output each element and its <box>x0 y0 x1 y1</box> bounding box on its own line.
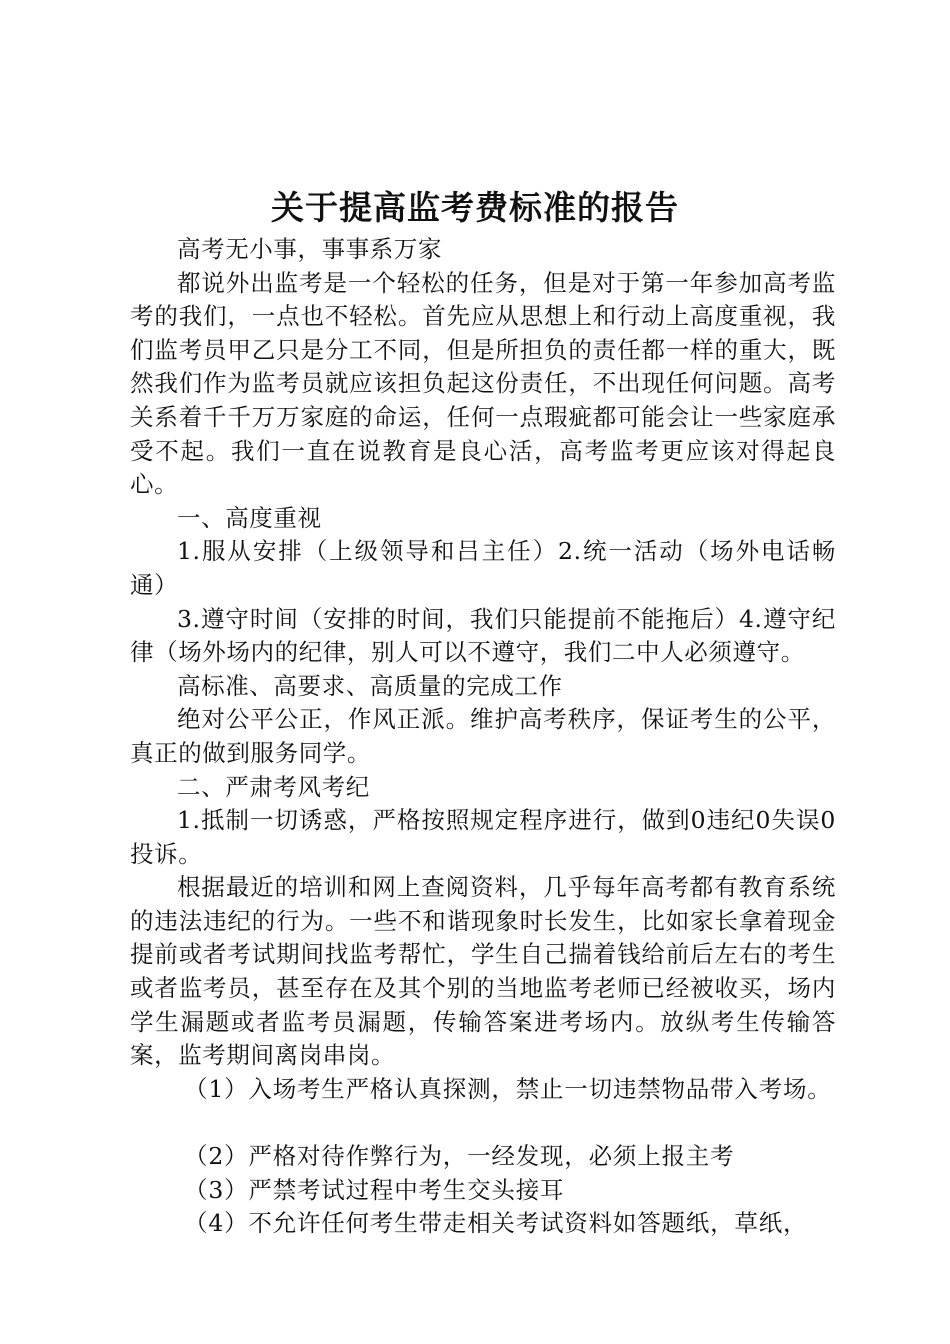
paragraph-standards: 高标准、高要求、高质量的完成工作 <box>177 671 563 700</box>
paragraph-resist: 1.抵制一切诱惑，严格按照规定程序进行，做到0违纪0失误0投诉。 <box>130 806 836 868</box>
section-heading-1: 一、高度重视 <box>177 503 322 532</box>
paragraph-slogan: 高考无小事，事事系万家 <box>177 235 443 263</box>
list-item-1: （1）入场考生严格认真探测，禁止一切违禁物品带入考场。 <box>184 1074 832 1103</box>
list-item-2: （2）严格对待作弊行为，一经发现，必须上报主考 <box>184 1142 735 1171</box>
list-item-3: （3）严禁考试过程中考生交头接耳 <box>184 1175 565 1204</box>
paragraph-fairness: 绝对公平公正，作风正派。维护高考秩序，保证考生的公平，真正的做到服务同学。 <box>130 705 836 767</box>
paragraph-background: 根据最近的培训和网上查阅资料，几乎每年高考都有教育系统的违法违纪的行为。一些不和谐现象时长发生，比如家长拿着现金提前或者考试期间找监考帮忙，学生自己揣着钱给前后左右的考生或者监考员，甚至存在及其个别的当地监考老师已经被收买，场内学生漏题或者监考员漏题，传输答案进考场内。放纵考生传输答案，监考期间离岗串岗。 <box>130 873 836 1070</box>
document-body <box>130 233 836 1241</box>
document-title: 关于提高监考费标准的报告 <box>271 188 679 227</box>
paragraph-rules-1-2: 1.服从安排（上级领导和吕主任）2.统一活动（场外电话畅通） <box>130 537 836 599</box>
section-heading-2: 二、严肃考风考纪 <box>177 772 370 801</box>
paragraph-rules-3-4: 3.遵守时间（安排的时间，我们只能提前不能拖后）4.遵守纪律（场外场内的纪律，别人可以不遵守，我们二中人必须遵守。 <box>130 604 836 667</box>
paragraph-intro: 都说外出监考是一个轻松的任务，但是对于第一年参加高考监考的我们，一点也不轻松。首先应从思想上和行动上高度重视，我们监考员甲乙只是分工不同，但是所担负的责任都一样的重大，既然我们作为监考员就应该担负起这份责任，不出现任何问题。高考关系着千千万万家庭的命运，任何一点瑕疵都可能会让一些家庭承受不起。我们一直在说教育是良心活，高考监考更应该对得起良心。 <box>130 268 836 499</box>
list-item-4: （4）不允许任何考生带走相关考试资料如答题纸，草纸， <box>184 1209 808 1238</box>
